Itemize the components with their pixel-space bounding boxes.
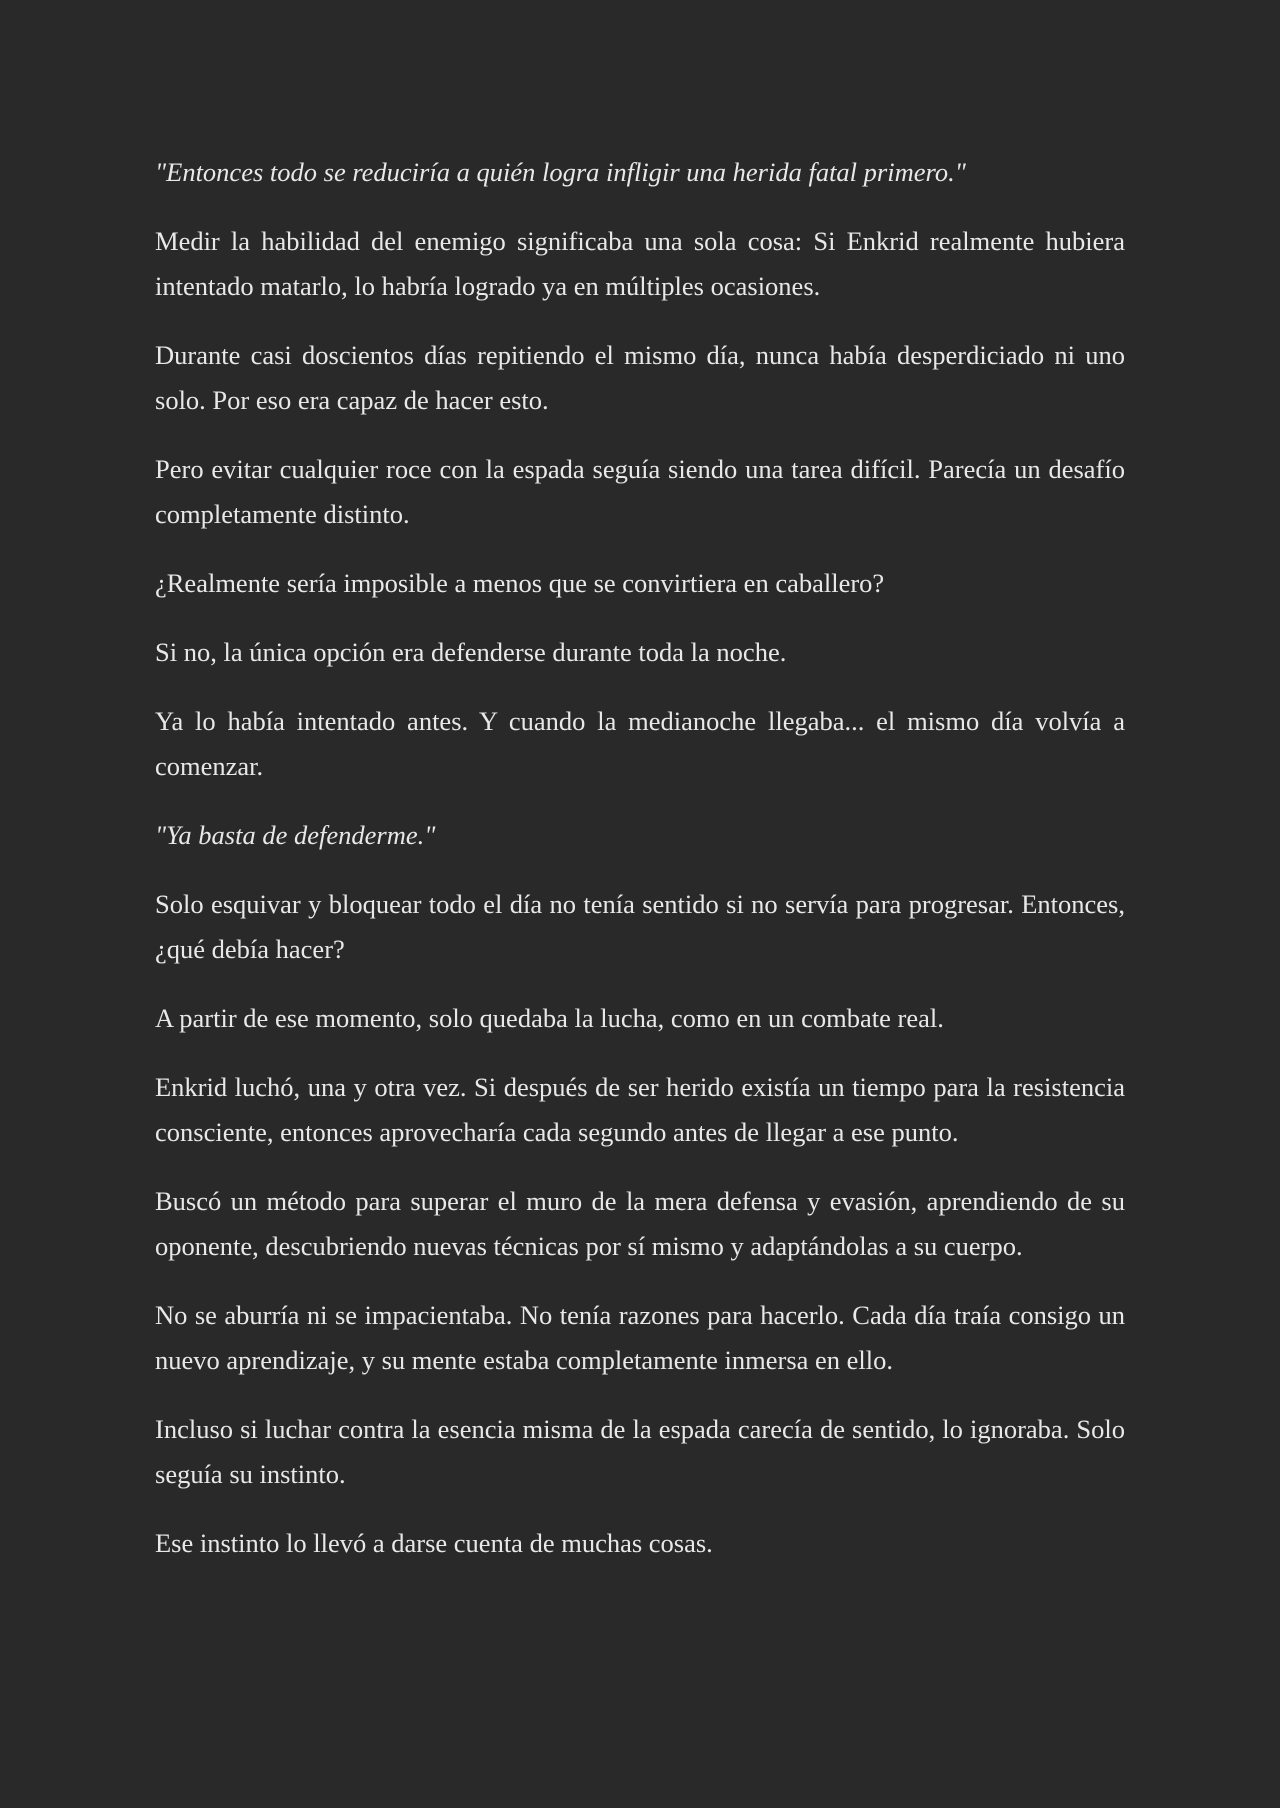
- paragraph: Enkrid luchó, una y otra vez. Si después de ser herido existía un tiempo para la resistencia consciente, entonces aprovecharía cada segundo antes de llegar a ese punto.: [155, 1072, 1125, 1147]
- paragraph: Ya lo había intentado antes. Y cuando la medianoche llegaba... el mismo día volvía a comenzar.: [155, 706, 1125, 781]
- paragraph: Durante casi doscientos días repitiendo el mismo día, nunca había desperdiciado ni uno solo. Por eso era capaz de hacer esto.: [155, 340, 1125, 415]
- paragraph: Si no, la única opción era defenderse durante toda la noche.: [155, 637, 787, 667]
- paragraph: Medir la habilidad del enemigo significaba una sola cosa: Si Enkrid realmente hubiera intentado matarlo, lo habría logrado ya en múltiples ocasiones.: [155, 226, 1125, 301]
- paragraph: ¿Realmente sería imposible a menos que se convirtiera en caballero?: [155, 568, 885, 598]
- paragraph: A partir de ese momento, solo quedaba la lucha, como en un combate real.: [155, 1003, 944, 1033]
- reader-page: [155, 150, 1125, 1590]
- paragraph: No se aburría ni se impacientaba. No tenía razones para hacerlo. Cada día traía consigo un nuevo aprendizaje, y su mente estaba completamente inmersa en ello.: [155, 1300, 1125, 1375]
- paragraph: Ese instinto lo llevó a darse cuenta de muchas cosas.: [155, 1528, 713, 1558]
- paragraph-dialogue: "Entonces todo se reduciría a quién logra infligir una herida fatal primero.": [155, 157, 966, 187]
- paragraph: Pero evitar cualquier roce con la espada seguía siendo una tarea difícil. Parecía un desafío completamente distinto.: [155, 454, 1125, 529]
- paragraph: Incluso si luchar contra la esencia misma de la espada carecía de sentido, lo ignoraba. Solo seguía su instinto.: [155, 1414, 1125, 1489]
- paragraph-dialogue: "Ya basta de defenderme.": [155, 820, 436, 850]
- paragraph: Buscó un método para superar el muro de la mera defensa y evasión, aprendiendo de su oponente, descubriendo nuevas técnicas por sí mismo y adaptándolas a su cuerpo.: [155, 1186, 1125, 1261]
- paragraph: Solo esquivar y bloquear todo el día no tenía sentido si no servía para progresar. Entonces, ¿qué debía hacer?: [155, 889, 1125, 964]
